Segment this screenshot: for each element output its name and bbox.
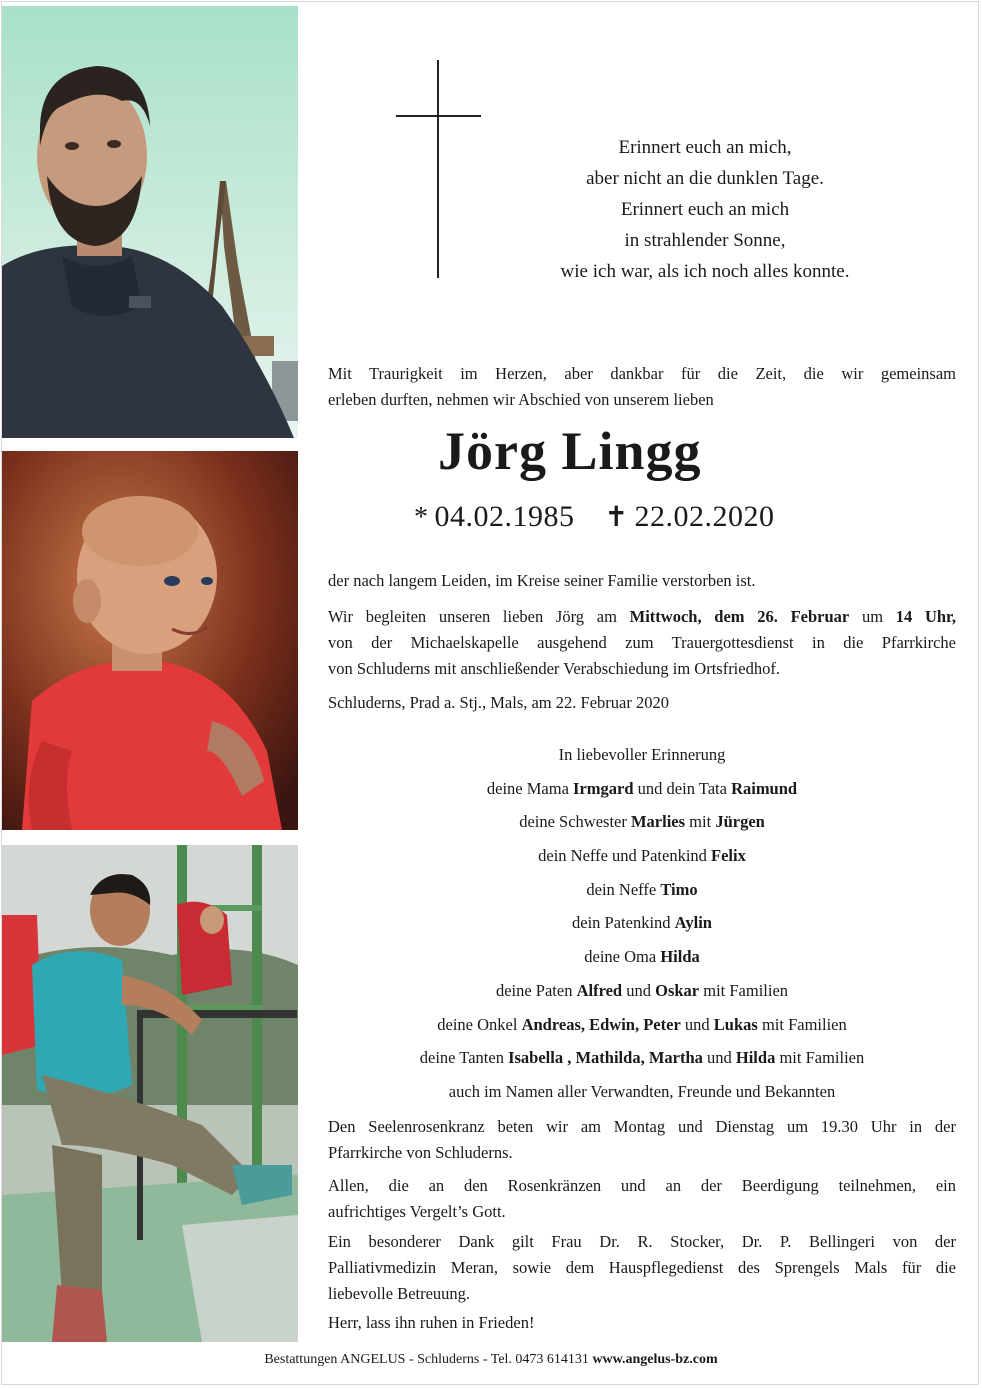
footer-text: Bestattungen ANGELUS - Schluderns - Tel. 0473 614131	[264, 1352, 593, 1367]
passing-text	[328, 568, 956, 594]
mourners-list	[328, 738, 956, 1109]
mourner-text: deine Mama	[486, 778, 574, 798]
photo-selfie-eiffel-tower	[2, 6, 298, 438]
mourners-heading	[328, 738, 956, 772]
funeral-line-3: von Schluderns mit anschließender Verabschiedung im Ortsfriedhof.	[328, 659, 780, 678]
rosary-text	[328, 1114, 956, 1166]
mourner-text: mit Familien	[775, 1048, 865, 1068]
mourner-name: Aylin	[674, 913, 712, 933]
mourner-line	[328, 974, 956, 1008]
poem-line: Erinnert euch an mich	[620, 199, 790, 220]
intro-line-2: erleben durften, nehmen wir Abschied von unserem lieben	[328, 390, 714, 409]
mourner-text: und	[622, 980, 656, 1000]
poem-line: in strahlender Sonne,	[624, 230, 786, 251]
thanks-line-2: aufrichtiges Vergelt’s Gott.	[328, 1202, 506, 1221]
thanks-text	[328, 1173, 956, 1225]
mourner-line	[328, 839, 956, 873]
funeral-mid: um	[849, 607, 896, 626]
mourner-name: Alfred	[576, 980, 623, 1000]
mourner-line	[328, 1075, 956, 1109]
poem	[500, 132, 910, 287]
death-cross-icon: ✝	[604, 502, 629, 533]
mourner-name: Oskar	[655, 980, 700, 1000]
death-date: 22.02.2020	[634, 500, 775, 533]
life-dates	[414, 500, 774, 534]
intro-line-1: Mit Traurigkeit im Herzen, aber dankbar für die Zeit, die wir gemeinsam	[328, 364, 956, 383]
mourner-line	[328, 906, 956, 940]
special-line-3: liebevolle Betreuung.	[328, 1284, 471, 1303]
mourner-text: deine Tanten	[419, 1048, 509, 1068]
rosary-line-1: Den Seelenrosenkranz beten wir am Montag und Dienstag um 19.30 Uhr in der	[328, 1117, 956, 1136]
rosary-line-2: Pfarrkirche von Schluderns.	[328, 1143, 513, 1162]
mourner-text: mit Familien	[757, 1014, 847, 1034]
funeral-time: 14 Uhr,	[895, 607, 956, 626]
mourner-text: dein Neffe	[586, 879, 661, 899]
funeral-pre: Wir begleiten unseren lieben Jörg am	[328, 607, 630, 626]
mourner-line	[328, 1008, 956, 1042]
place-date-line: Schluderns, Prad a. Stj., Mals, am 22. Februar 2020	[328, 693, 669, 712]
thanks-line-1: Allen, die an den Rosenkränzen und an der Beerdigung teilnehmen, ein	[328, 1176, 956, 1195]
intro-text	[328, 361, 956, 413]
mourner-name: Irmgard	[573, 778, 634, 798]
mourner-line	[328, 1041, 956, 1075]
photo-painted-portrait	[2, 451, 298, 830]
poem-line: aber nicht an die dunklen Tage.	[586, 168, 824, 189]
special-line-1: Ein besonderer Dank gilt Frau Dr. R. Stocker, Dr. P. Bellingeri von der	[328, 1232, 956, 1251]
mourner-name: Lukas	[713, 1014, 758, 1034]
poem-line: wie ich war, als ich noch alles konnte.	[560, 261, 850, 282]
birth-star-icon: *	[414, 502, 429, 533]
mourner-text: und	[702, 1048, 736, 1068]
footer	[0, 1352, 982, 1368]
mourner-name: Marlies	[630, 812, 686, 832]
poem-line: Erinnert euch an mich,	[618, 137, 792, 158]
mourner-name: Raimund	[731, 778, 798, 798]
mourner-name: Timo	[660, 879, 698, 899]
prayer-text	[328, 1310, 956, 1336]
mourner-text: und	[680, 1014, 714, 1034]
photo-climbing-tower	[2, 845, 298, 1342]
deceased-name: Jörg Lingg	[438, 421, 702, 481]
footer-website: www.angelus-bz.com	[592, 1352, 718, 1367]
mourner-text: dein Neffe und Patenkind	[538, 846, 712, 866]
mourner-text: deine Oma	[584, 947, 661, 967]
mourner-text: In liebevoller Erinnerung	[558, 745, 726, 764]
funeral-info	[328, 604, 956, 682]
special-thanks-text	[328, 1229, 956, 1307]
mourner-text: mit	[685, 812, 716, 832]
mourner-line	[328, 940, 956, 974]
mourner-line	[328, 873, 956, 907]
mourner-name: Isabella , Mathilda, Martha	[508, 1048, 703, 1068]
funeral-line-2: von der Michaelskapelle ausgehend zum Trauergottesdienst in die Pfarrkirche	[328, 633, 956, 652]
cross-icon	[437, 60, 439, 278]
special-line-2: Palliativmedizin Meran, sowie dem Hauspflegedienst des Sprengels Mals für die	[328, 1258, 956, 1277]
mourner-text: deine Schwester	[519, 812, 631, 832]
cross-bar	[396, 115, 481, 117]
mourner-text: und dein Tata	[633, 778, 732, 798]
mourner-text: auch im Namen aller Verwandten, Freunde und Bekannten	[448, 1081, 836, 1101]
mourner-name: Hilda	[735, 1048, 776, 1068]
mourner-name: Hilda	[660, 947, 700, 967]
prayer-line: Herr, lass ihn ruhen in Frieden!	[328, 1313, 535, 1332]
mourner-text: deine Paten	[495, 980, 577, 1000]
funeral-day: Mittwoch, dem 26. Februar	[629, 607, 850, 626]
mourner-text: deine Onkel	[437, 1014, 522, 1034]
mourner-name: Jürgen	[715, 812, 765, 832]
mourner-text: mit Familien	[699, 980, 789, 1000]
passed-line: der nach langem Leiden, im Kreise seiner Familie verstorben ist.	[328, 571, 756, 590]
birth-date: 04.02.1985	[434, 500, 575, 533]
funeral-line-1	[328, 604, 956, 630]
mourner-line	[328, 772, 956, 806]
mourner-name: Felix	[711, 846, 746, 866]
place-date	[328, 690, 956, 716]
mourner-text: dein Patenkind	[572, 913, 675, 933]
mourner-line	[328, 805, 956, 839]
mourner-name: Andreas, Edwin, Peter	[521, 1014, 681, 1034]
